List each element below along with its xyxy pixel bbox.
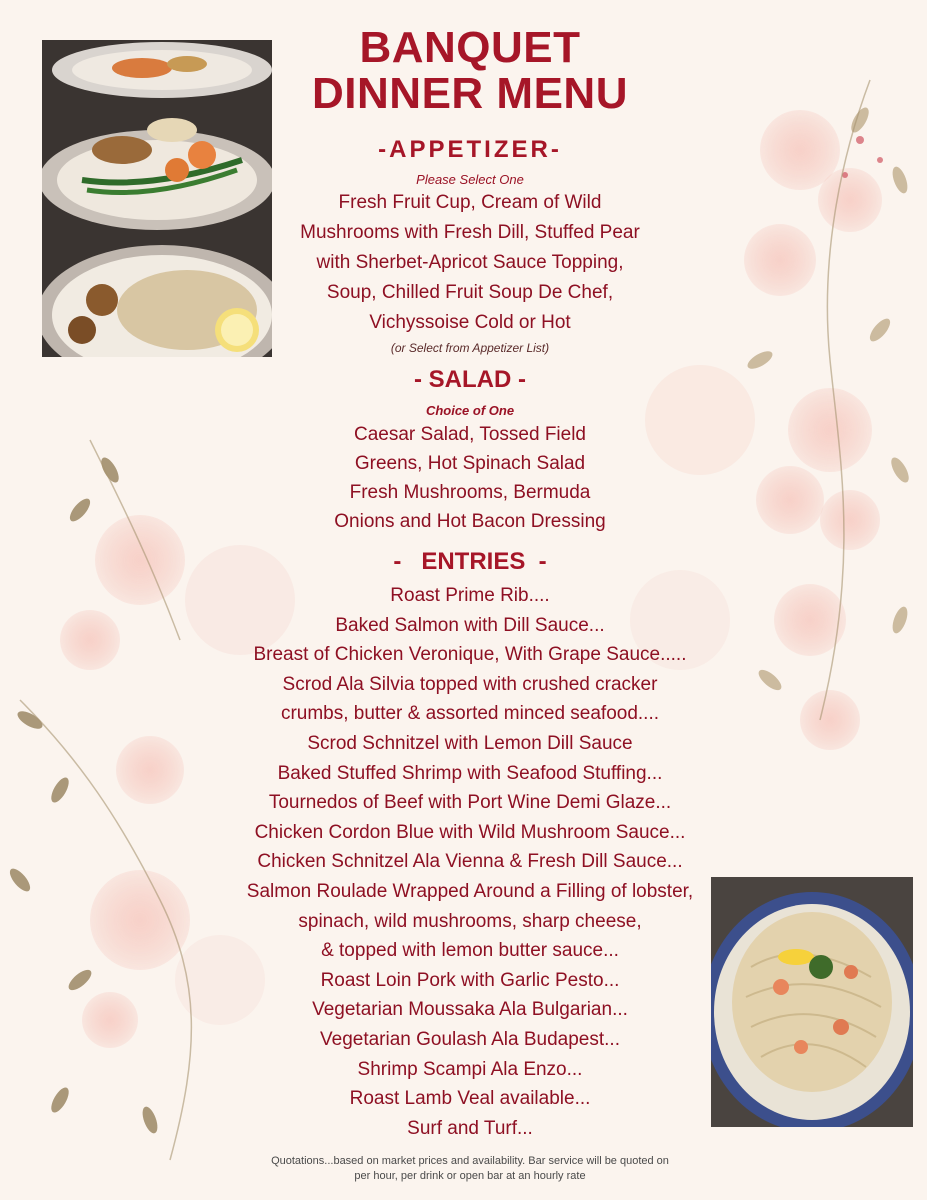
footer-note-line2: per hour, per drink or open bar at an hourly rate: [354, 1170, 586, 1182]
salad-line: Caesar Salad, Tossed Field: [354, 424, 586, 445]
entry-item: Salmon Roulade Wrapped Around a Filling of lobster,: [246, 881, 694, 902]
salad-line: Fresh Mushrooms, Bermuda: [349, 482, 591, 503]
entry-item: & topped with lemon butter sauce...: [321, 940, 619, 961]
entry-item: Baked Salmon with Dill Sauce...: [335, 615, 605, 636]
entry-item: Scrod Ala Silvia topped with crushed cracker: [282, 674, 658, 695]
salad-note: Choice of One: [425, 403, 515, 418]
menu-title-line2: DINNER MENU: [312, 69, 628, 118]
entries-heading: - ENTRIES -: [393, 548, 547, 575]
entry-item: Baked Stuffed Shrimp with Seafood Stuffing...: [277, 763, 663, 784]
entry-item: Chicken Cordon Blue with Wild Mushroom Sauce...: [254, 822, 686, 843]
appetizer-line: Vichyssoise Cold or Hot: [369, 312, 571, 333]
entry-item: Vegetarian Moussaka Ala Bulgarian...: [312, 999, 628, 1020]
footer-note-line1: Quotations...based on market prices and availability. Bar service will be quoted on: [271, 1155, 669, 1167]
appetizer-heading: -APPETIZER-: [378, 136, 562, 163]
entry-item: Scrod Schnitzel with Lemon Dill Sauce: [307, 733, 633, 754]
appetizer-line: Soup, Chilled Fruit Soup De Chef,: [326, 282, 614, 303]
entry-item: Breast of Chicken Veronique, With Grape Sauce.....: [253, 644, 687, 665]
entry-item: spinach, wild mushrooms, sharp cheese,: [298, 911, 642, 932]
entry-item: Surf and Turf...: [407, 1118, 533, 1139]
salad-line: Onions and Hot Bacon Dressing: [334, 511, 606, 532]
appetizer-footnote: (or Select from Appetizer List): [390, 341, 550, 355]
appetizer-line: Fresh Fruit Cup, Cream of Wild: [338, 192, 602, 213]
entry-item: Roast Prime Rib....: [390, 585, 550, 606]
salad-heading: - SALAD -: [414, 366, 526, 393]
appetizer-line: with Sherbet-Apricot Sauce Topping,: [316, 252, 624, 273]
entry-item: Shrimp Scampi Ala Enzo...: [357, 1059, 583, 1080]
appetizer-note: Please Select One: [416, 172, 524, 187]
entry-item: Tournedos of Beef with Port Wine Demi Glaze...: [268, 792, 672, 813]
appetizer-line: Mushrooms with Fresh Dill, Stuffed Pear: [300, 222, 640, 243]
entry-item: Roast Lamb Veal available...: [349, 1088, 591, 1109]
entry-item: crumbs, butter & assorted minced seafood....: [280, 703, 660, 724]
entry-item: Chicken Schnitzel Ala Vienna & Fresh Dill Sauce...: [257, 851, 683, 872]
entry-item: Roast Loin Pork with Garlic Pesto...: [320, 970, 620, 991]
menu-title-line1: BANQUET: [359, 23, 581, 72]
salad-line: Greens, Hot Spinach Salad: [354, 453, 586, 474]
entry-item: Vegetarian Goulash Ala Budapest...: [320, 1029, 620, 1050]
